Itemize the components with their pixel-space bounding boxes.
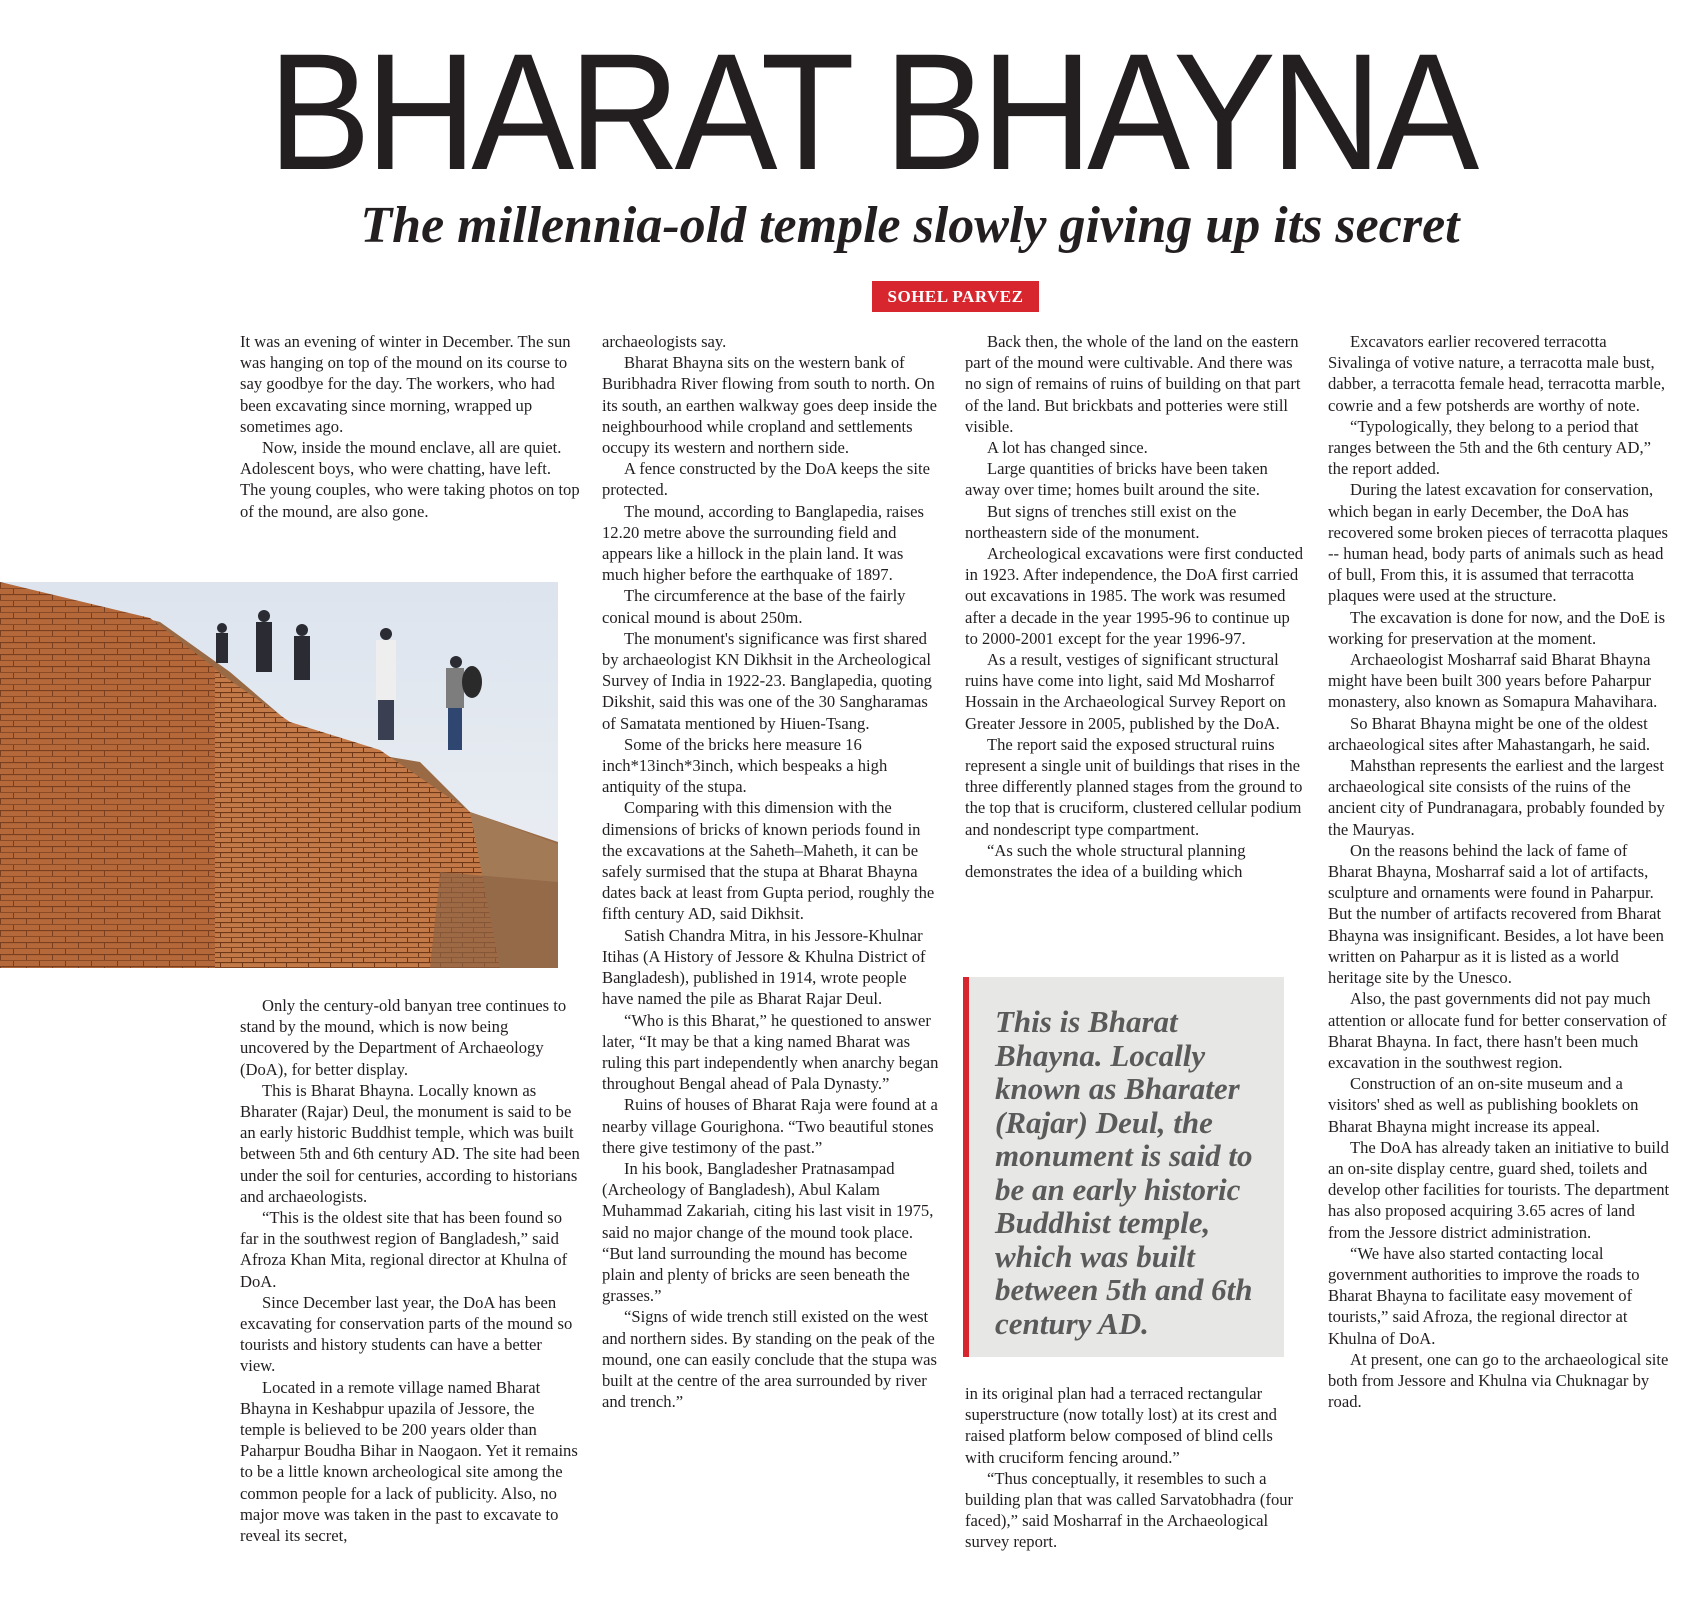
paragraph: The mound, according to Banglapedia, raises 12.20 metre above the surrounding field and appears like a hillock in the plain land. It was much higher before the earthquake of 1897.: [602, 501, 924, 585]
paragraph: Construction of an on-site museum and a visitors' shed as well as publishing booklets on Bharat Bhayna might increase its appeal.: [1328, 1074, 1639, 1136]
paragraph: in its original plan had a terraced rectangular superstructure (now totally lost) at its crest and raised platform below composed of blind cells with cruciform fencing around.”: [965, 1384, 1277, 1467]
paragraph: Satish Chandra Mitra, in his Jessore-Khulnar Itihas (A History of Jessore & Khulna District of Bangladesh), published in 1914, wrote people have named the pile as Bharat Rajar Deul.: [602, 925, 926, 1009]
paragraph: So Bharat Bhayna might be one of the oldest archaeological sites after Mahastangarh, he said.: [1328, 713, 1651, 754]
paragraph: Ruins of houses of Bharat Raja were found at a nearby village Gourighona. “Two beautiful stones there give testimony of the past.”: [602, 1095, 938, 1157]
paragraph: Bharat Bhayna sits on the western bank of Buribhadra River flowing from south to north. On its south, an earthen walkway goes deep inside the neighbourhood while cropland and settlements occupy its western and northern side.: [602, 353, 938, 458]
paragraph: The report said the exposed structural ruins represent a single unit of buildings that rises in the three differently planned stages from the ground to the top that is cruciform, clustered cellular podium and nondescript type compartment.: [965, 734, 1303, 839]
paragraph: Located in a remote village named Bharat Bhayna in Keshabpur upazila of Jessore, the temple is believed to be 200 years older than Paharpur Boudha Bihar in Naogaon. Yet it remains to be a little known archeological site among the common people for a lack of publicity. Also, no major move was taken in the past to excavate to reveal its secret,: [240, 1377, 578, 1546]
column-3-bottom: [965, 1383, 1305, 1553]
paragraph: Only the century-old banyan tree continues to stand by the mound, which is now being uncovered by the Department of Archaeology (DoA), for better display.: [240, 996, 567, 1079]
pull-quote-text: This is Bharat Bhayna. Locally known as Bharater (Rajar) Deul, the monument is said to be an early historic Buddhist temple, which was built between 5th and 6th century AD.: [995, 1004, 1253, 1341]
paragraph: Also, the past governments did not pay much attention or allocate fund for better conservation of Bharat Bhayna. In fact, there hasn't been much excavation in the southwest region.: [1328, 989, 1667, 1072]
paragraph: Mahsthan represents the earliest and the largest archaeological site consists of the ruins of the ancient city of Pundranagara, probably founded by the Mauryas.: [1328, 756, 1665, 839]
paragraph: “As such the whole structural planning demonstrates the idea of a building which: [965, 840, 1246, 882]
paragraph: Now, inside the mound enclave, all are quiet. Adolescent boys, who were chatting, have left. The young couples, who were taking photos on top of the mound, are also gone.: [240, 438, 580, 521]
column-4: [1328, 331, 1670, 1412]
column-3-top: [965, 331, 1305, 882]
paragraph: A lot has changed since.: [987, 438, 1148, 458]
paragraph: The DoA has already taken an initiative to build an on-site display centre, guard shed, toilets and develop other facilities for tourists. The department has also proposed acquiring 3.65 acres of land from the Jessore district administration.: [1328, 1137, 1670, 1242]
paragraph: Since December last year, the DoA has been excavating for conservation parts of the mound so tourists and history students can have a better view.: [240, 1292, 573, 1376]
paragraph: It was an evening of winter in December. The sun was hanging on top of the mound on its course to say goodbye for the day. The workers, who had been excavating since morning, wrapped up sometimes ago.: [240, 332, 571, 436]
column-2: [602, 331, 942, 1412]
paragraph: During the latest excavation for conservation, which began in early December, the DoA has recovered some broken pieces of terracotta plaques -- human head, body parts of animals such as head of bull, From this, it is assumed that terracotta plaques were used at the structure.: [1328, 480, 1669, 606]
paragraph: This is Bharat Bhayna. Locally known as Bharater (Rajar) Deul, the monument is said to be an early historic Buddhist temple, which was built between 5th and 6th century AD. The site had been under the soil for centuries, according to historians and archaeologists.: [240, 1080, 580, 1206]
paragraph: On the reasons behind the lack of fame of Bharat Bhayna, Mosharraf said a lot of artifacts, sculpture and ornaments were found in Paharpur. But the number of artifacts recovered from Bharat Bhayna was insignificant. Besides, a lot have been written on Paharpur as it is listed as a world heritage site by the Unesco.: [1328, 840, 1664, 988]
paragraph: At present, one can go to the archaeological site both from Jessore and Khulna via Chuknagar by road.: [1328, 1349, 1669, 1412]
paragraph: The monument's significance was first shared by archaeologist KN Dikhsit in the Archeological Survey of India in 1922-23. Banglapedia, quoting Dikshit, said this was one of the 30 Sangharamas of Samatata mentioned by Hiuen-Tsang.: [602, 628, 932, 733]
article-photo: [0, 582, 558, 968]
paragraph: “Signs of wide trench still existed on the west and northern sides. By standing on the peak of the mound, one can easily conclude that the stupa was built at the centre of the area surrounded by river and trench.”: [602, 1307, 938, 1412]
paragraph: “This is the oldest site that has been found so far in the southwest region of Bangladesh,” said Afroza Khan Mita, regional director at Khulna of DoA.: [240, 1208, 568, 1291]
paragraph: Excavators earlier recovered terracotta Sivalinga of votive nature, a terracotta male bust, dabber, a terracotta female head, terracotta marble, cowrie and a few potsherds are worthy of note.: [1328, 332, 1665, 415]
paragraph: Archaeologist Mosharraf said Bharat Bhayna might have been built 300 years before Paharpur monastery, also known as Somapura Mahavihara.: [1328, 650, 1658, 712]
subheadline: The millennia-old temple slowly giving up its secret: [360, 197, 1460, 254]
paragraph: The excavation is done for now, and the DoE is working for preservation at the moment.: [1328, 607, 1666, 648]
column-1-top: [240, 331, 580, 522]
paragraph: Back then, the whole of the land on the eastern part of the mound were cultivable. And there was no sign of remains of ruins of building on that part of the land. But brickbats and potteries were still visible.: [965, 332, 1301, 436]
paragraph: Archeological excavations were first conducted in 1923. After independence, the DoA first carried out excavations in 1985. The work was resumed after a decade in the year 1995-96 to continue up to 2000-2001 except for the year 1996-97.: [965, 544, 1304, 648]
paragraph: Comparing with this dimension with the dimensions of bricks of known periods found in the excavations at the Saheth–Maheth, it can be safely surmised that the stupa at Bharat Bhayna dates back at least from Gupta period, roughly the fifth century AD, said Dikhsit.: [602, 798, 935, 924]
paragraph: But signs of trenches still exist on the northeastern side of the monument.: [965, 501, 1237, 542]
paragraph: “Typologically, they belong to a period that ranges between the 5th and the 6th century AD,” the report added.: [1328, 416, 1652, 479]
paragraph: Some of the bricks here measure 16 inch*13inch*3inch, which bespeaks a high antiquity of the stupa.: [602, 734, 888, 797]
paragraph: In his book, Bangladesher Pratnasampad (Archeology of Bangladesh), Abul Kalam Muhammad Zakariah, citing his last visit in 1975, said no major change of the mound took place. “But land surrounding the mound has become plain and plenty of bricks are seen beneath the grasses.”: [602, 1158, 934, 1306]
paragraph: As a result, vestiges of significant structural ruins have come into light, said Md Mosharrof Hossain in the Archaeological Survey Report on Greater Jessore in 2005, published by the DoA.: [965, 650, 1286, 733]
paragraph: Large quantities of bricks have been taken away over time; homes built around the site.: [965, 459, 1268, 500]
headline: BHARAT BHAYNA: [268, 20, 1474, 205]
paragraph: “We have also started contacting local government authorities to improve the roads to Bharat Bhayna to facilitate easy movement of tourists,” said Afroza, the regional director at Khulna of DoA.: [1328, 1243, 1640, 1348]
paragraph: “Thus conceptually, it resembles to such a building plan that was called Sarvatobhadra (four faced),” said Mosharraf in the Archaeological survey report.: [965, 1468, 1294, 1552]
paragraph: “Who is this Bharat,” he questioned to answer later, “It may be that a king named Bharat was ruling this part independently when anarchy began throughout Bengal ahead of Pala Dynasty.”: [602, 1010, 939, 1094]
paragraph: archaeologists say.: [602, 332, 727, 351]
pull-quote: [963, 977, 1284, 1357]
paragraph: The circumference at the base of the fairly conical mound is about 250m.: [602, 586, 906, 627]
byline-badge: SOHEL PARVEZ: [872, 281, 1039, 312]
paragraph: A fence constructed by the DoA keeps the site protected.: [602, 459, 930, 500]
column-1-bottom: [240, 995, 580, 1546]
